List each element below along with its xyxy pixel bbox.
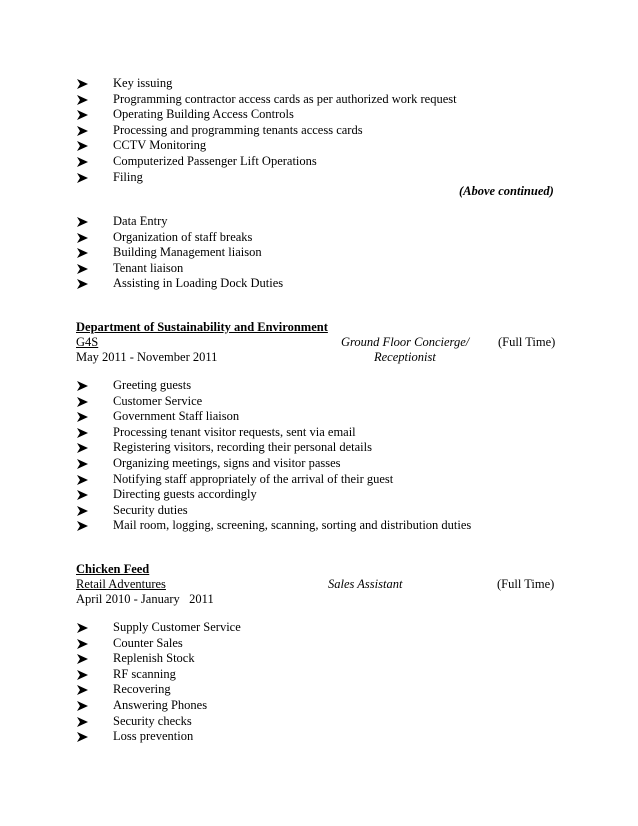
list-item-text: Greeting guests — [113, 378, 192, 392]
list-item-text: Customer Service — [113, 393, 203, 408]
list-item — [76, 682, 576, 698]
list-item-text: Security checks — [113, 713, 192, 728]
arrow-bullet-icon — [76, 456, 90, 472]
list-item — [76, 518, 576, 534]
list-item-text: Security duties — [113, 502, 188, 517]
list-item-text: Directing guests accordingly — [113, 487, 257, 502]
arrow-bullet-icon — [76, 487, 90, 503]
list-item — [76, 378, 576, 394]
list-item-text: Computerized Passenger Lift Operations — [113, 153, 317, 168]
arrow-bullet-icon — [76, 729, 90, 745]
list-item — [76, 425, 576, 441]
list-item — [76, 714, 576, 730]
list-item — [76, 138, 576, 154]
list-item — [76, 394, 576, 410]
employment-type: (Full Time) — [498, 335, 556, 349]
list-item — [76, 170, 576, 186]
list-item-text: Counter Sales — [113, 635, 183, 650]
arrow-bullet-icon — [76, 138, 90, 154]
list-item-text: Supply Customer Service — [113, 620, 241, 634]
list-item — [76, 636, 576, 652]
employer-name: Retail Adventures — [76, 577, 166, 591]
arrow-bullet-icon — [76, 245, 90, 261]
job2-duties-list — [76, 620, 576, 745]
list-item — [76, 214, 576, 230]
arrow-bullet-icon — [76, 714, 90, 730]
list-item — [76, 276, 576, 292]
job1-duties-list — [76, 378, 576, 534]
list-item — [76, 123, 576, 139]
arrow-bullet-icon — [76, 123, 90, 139]
arrow-bullet-icon — [76, 107, 90, 123]
arrow-bullet-icon — [76, 440, 90, 456]
arrow-bullet-icon — [76, 92, 90, 108]
list-item-text: Assisting in Loading Dock Duties — [113, 276, 284, 291]
list-item-text: Notifying staff appropriately of the arrival of their guest — [113, 471, 394, 486]
arrow-bullet-icon — [76, 425, 90, 441]
list-item-text: Operating Building Access Controls — [113, 107, 294, 122]
list-item-text: Registering visitors, recording their personal details — [113, 440, 372, 455]
arrow-bullet-icon — [76, 276, 90, 292]
arrow-bullet-icon — [76, 472, 90, 488]
arrow-bullet-icon — [76, 170, 90, 186]
list-item — [76, 261, 576, 277]
employment-dates: April 2010 - January 2011 — [76, 592, 214, 606]
arrow-bullet-icon — [76, 378, 90, 394]
list-item — [76, 503, 576, 519]
list-item — [76, 409, 576, 425]
duties-list-additional — [76, 214, 576, 292]
arrow-bullet-icon — [76, 230, 90, 246]
list-item-text: RF scanning — [113, 666, 176, 681]
employment-type: (Full Time) — [497, 577, 555, 591]
arrow-bullet-icon — [76, 394, 90, 410]
list-item-text: Key issuing — [113, 76, 173, 90]
arrow-bullet-icon — [76, 214, 90, 230]
job-title-line2: Receptionist — [374, 350, 436, 364]
list-item — [76, 472, 576, 488]
duties-list-continued — [76, 76, 576, 185]
arrow-bullet-icon — [76, 518, 90, 534]
arrow-bullet-icon — [76, 76, 90, 92]
arrow-bullet-icon — [76, 409, 90, 425]
arrow-bullet-icon — [76, 154, 90, 170]
above-continued-note: (Above continued) — [459, 184, 554, 198]
list-item — [76, 667, 576, 683]
list-item — [76, 487, 576, 503]
job-title: Sales Assistant — [328, 577, 403, 591]
list-item-text: Programming contractor access cards as per authorized work request — [113, 91, 457, 106]
arrow-bullet-icon — [76, 698, 90, 714]
employment-dates: May 2011 - November 2011 — [76, 350, 218, 364]
list-item-text: Government Staff liaison — [113, 409, 240, 424]
list-item-text: Data Entry — [113, 214, 168, 228]
list-item-text: Loss prevention — [113, 729, 194, 744]
list-item — [76, 729, 576, 745]
list-item-text: Filing — [113, 169, 143, 184]
list-item-text: Organizing meetings, signs and visitor passes — [113, 455, 341, 470]
list-item-text: Replenish Stock — [113, 651, 195, 666]
list-item-text: Answering Phones — [113, 697, 208, 712]
arrow-bullet-icon — [76, 620, 90, 636]
list-item — [76, 620, 576, 636]
list-item — [76, 456, 576, 472]
arrow-bullet-icon — [76, 667, 90, 683]
list-item — [76, 698, 576, 714]
list-item-text: Organization of staff breaks — [113, 229, 253, 244]
list-item-text: Processing tenant visitor requests, sent via email — [113, 424, 356, 439]
company-heading: Chicken Feed — [76, 562, 150, 576]
list-item-text: Tenant liaison — [113, 260, 184, 275]
list-item-text: Recovering — [113, 682, 171, 697]
list-item — [76, 107, 576, 123]
job-title-line1: Ground Floor Concierge/ — [341, 335, 470, 349]
list-item-text: Building Management liaison — [113, 245, 262, 260]
arrow-bullet-icon — [76, 503, 90, 519]
list-item — [76, 440, 576, 456]
list-item — [76, 230, 576, 246]
list-item-text: Processing and programming tenants access cards — [113, 122, 363, 137]
list-item — [76, 245, 576, 261]
arrow-bullet-icon — [76, 261, 90, 277]
arrow-bullet-icon — [76, 651, 90, 667]
department-heading: Department of Sustainability and Environment — [76, 320, 328, 334]
arrow-bullet-icon — [76, 636, 90, 652]
employer-name: G4S — [76, 335, 99, 349]
list-item — [76, 92, 576, 108]
arrow-bullet-icon — [76, 682, 90, 698]
list-item — [76, 154, 576, 170]
list-item — [76, 76, 576, 92]
list-item — [76, 651, 576, 667]
list-item-text: Mail room, logging, screening, scanning, sorting and distribution duties — [113, 518, 472, 533]
list-item-text: CCTV Monitoring — [113, 138, 207, 153]
